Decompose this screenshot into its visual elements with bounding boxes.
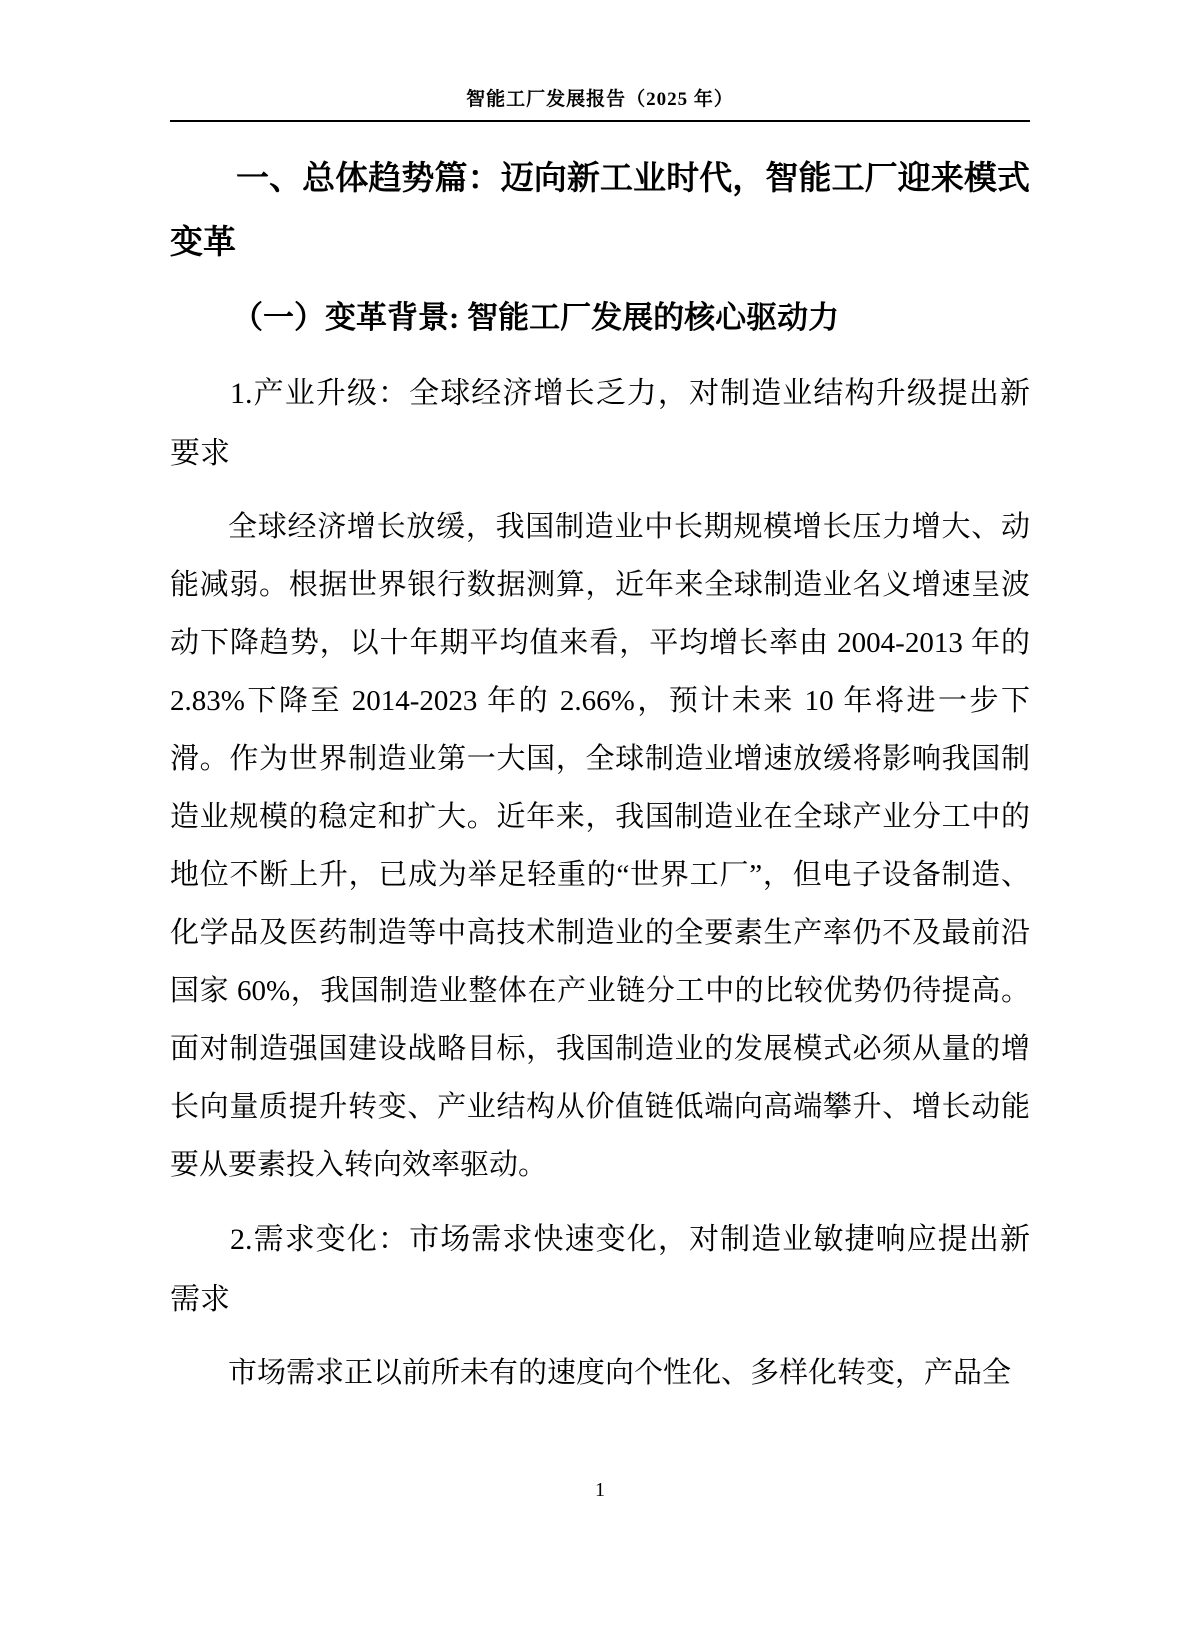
body-paragraph-1: 全球经济增长放缓，我国制造业中长期规模增长压力增大、动能减弱。根据世界银行数据测算，近年来全球制造业名义增速呈波动下降趋势，以十年期平均值来看，平均增长率由 2004-2013 年的 2.83%下降至 2014-2023 年的 2.66%，预计未来 10 年将进一步下滑。作为世界制造业第一大国，全球制造业增速放缓将影响我国制造业规模的稳定和扩大。近年来，我国制造业在全球产业分工中的地位不断上升，已成为举足轻重的“世界工厂”，但电子设备制造、化学品及医药制造等中高技术制造业的全要素生产率仍不及最前沿国家 60%，我国制造业整体在产业链分工中的比较优势仍待提高。面对制造强国建设战略目标，我国制造业的发展模式必须从量的增长向量质提升转变、产业结构从价值链低端向高端攀升、增长动能要从要素投入转向效率驱动。 bbox=[170, 510, 1030, 1181]
topic-heading-1: 1.产业升级：全球经济增长乏力，对制造业结构升级提出新要求 bbox=[170, 376, 1030, 470]
body-paragraph-2: 市场需求正以前所未有的速度向个性化、多样化转变，产品全 bbox=[228, 1356, 1012, 1389]
chapter-heading: 一、总体趋势篇：迈向新工业时代，智能工厂迎来模式变革 bbox=[170, 159, 1030, 261]
section-heading: （一）变革背景: 智能工厂发展的核心驱动力 bbox=[232, 299, 840, 335]
page-header bbox=[170, 84, 1030, 122]
topic-heading-2: 2.需求变化：市场需求快速变化，对制造业敏捷响应提出新需求 bbox=[170, 1222, 1030, 1316]
page-footer bbox=[0, 1479, 1200, 1502]
document-body bbox=[170, 146, 1030, 1402]
header-title: 智能工厂发展报告（2025 年） bbox=[466, 89, 734, 110]
page-number: 1 bbox=[595, 1479, 605, 1501]
